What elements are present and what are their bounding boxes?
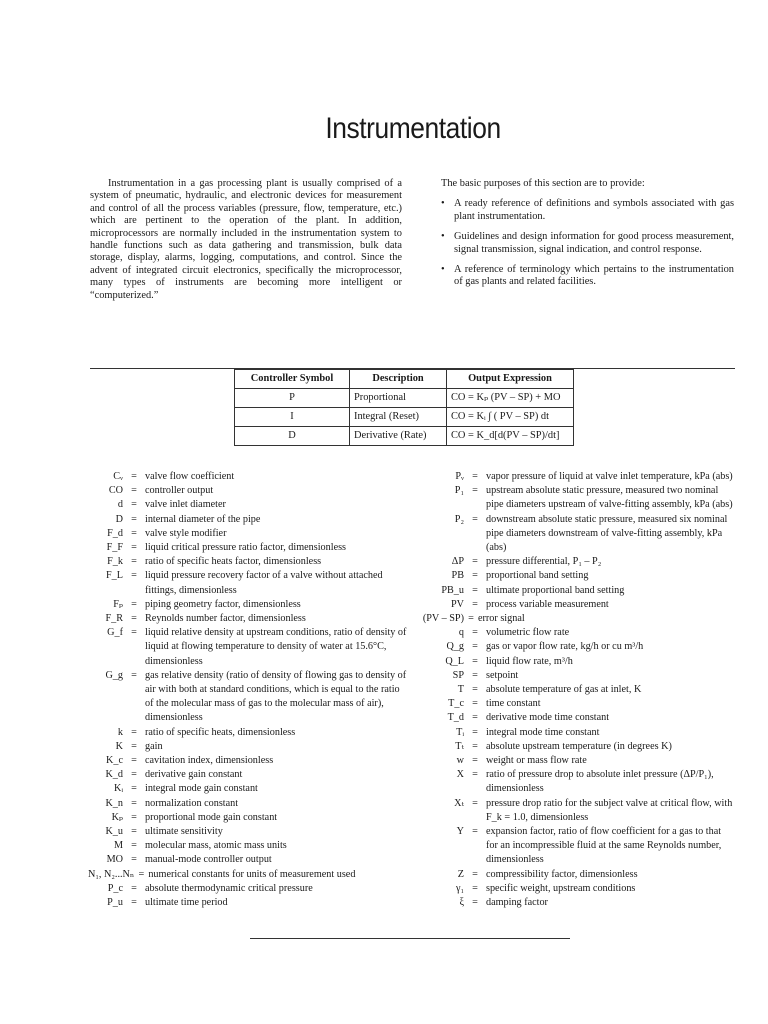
column-header: Controller Symbol [235,370,350,389]
definition-row [88,868,408,882]
table-cell: CO = K_d[d(PV – SP)/dt] [447,427,574,446]
definition-text: piping geometry factor, dimensionless [145,598,301,610]
definition-text: derivative mode time constant [486,712,610,724]
definition-text: controller output [145,485,214,497]
equals-sign: = [472,726,478,738]
definition-text: cavitation index, dimensionless [145,755,274,767]
definition-row [420,555,735,569]
table-cell: D [235,427,350,446]
definition-symbol: γ₁ [455,882,464,894]
definition-row [88,882,408,896]
equals-sign: = [131,854,137,866]
definition-row [420,697,735,711]
table-cell: P [235,389,350,408]
definition-symbol: K [115,740,123,752]
table-row [235,408,574,427]
definition-symbol: Fₚ [113,598,123,610]
definition-symbol: Cᵥ [113,471,123,482]
definition-row [88,811,408,825]
definition-text: numerical constants for units of measurement used [148,868,356,880]
definition-row [88,839,408,853]
definition-symbol: X [456,769,464,781]
definition-row [88,527,408,541]
equals-sign: = [131,485,137,497]
equals-sign: = [472,513,478,525]
bullet-icon: • [441,231,445,243]
definition-symbol: P₂ [454,513,464,525]
definition-text: ratio of specific heats, dimensionless [145,726,296,738]
definition-text: time constant [486,698,541,710]
definition-symbol: Q_L [445,655,464,667]
definition-symbol: F_L [106,570,123,582]
definition-text: process variable measurement [486,598,609,610]
definition-symbol: Y [456,826,464,838]
definition-symbol: MO [106,854,123,866]
list-item: • Guidelines and design information for good process measurement, signal transmission, signal indication, and control response. [441,231,734,255]
definition-symbol: T_d [447,712,464,724]
definition-symbol: Kₚ [111,811,123,823]
definition-symbol: ΔP [451,556,464,568]
definition-symbol: M [113,840,123,852]
equals-sign: = [131,471,137,482]
equals-sign: = [472,868,478,880]
definition-row [88,598,408,612]
controller-table [234,369,574,446]
equals-sign: = [131,527,137,539]
definition-symbol: k [117,726,123,738]
definition-text: valve flow coefficient [145,471,235,482]
definition-symbol: Z [457,868,464,880]
equals-sign: = [472,740,478,752]
equals-sign: = [472,826,478,838]
definition-symbol: K_c [106,755,123,767]
definition-row [88,726,408,740]
table-cell: CO = Kᵢ ∫ ( PV – SP) dt [447,408,574,427]
equals-sign: = [472,485,478,497]
definition-text: manual-mode controller output [145,854,272,866]
definition-text: liquid relative density at upstream conditions, ratio of density of liquid at flowing temperature to density of water at 15.6°C, dimensionless [145,627,407,667]
equals-sign: = [131,797,137,809]
equals-sign: = [131,755,137,767]
definition-text: integral mode gain constant [145,783,258,795]
table-header-row [235,370,574,389]
definition-symbol: N₁, N₂...Nₙ [88,868,135,880]
definition-row [420,825,735,868]
definition-row [88,513,408,527]
definition-row [420,655,735,669]
table-cell: Derivative (Rate) [350,427,447,446]
definition-symbol: Tₜ [455,740,464,752]
list-item: • A reference of terminology which pertains to the instrumentation of gas plants and related facilities. [441,264,734,288]
definition-symbol: w [456,755,464,767]
definition-text: internal diameter of the pipe [145,513,261,525]
equals-sign: = [131,783,137,795]
definition-text: ultimate proportional band setting [486,584,625,596]
definitions-left-column [88,470,408,910]
definition-text: weight or mass flow rate [486,755,587,767]
equals-sign: = [131,499,137,511]
definition-row [88,569,408,597]
definition-text: valve inlet diameter [145,499,226,511]
definition-symbol: SP [452,669,464,681]
definition-row [420,626,735,640]
definition-text: upstream absolute static pressure, measured two nominal pipe diameters upstream of valve-fitting assembly, kPa (abs) [486,485,733,511]
equals-sign: = [131,627,137,639]
definition-text: volumetric flow rate [486,627,570,639]
equals-sign: = [131,570,137,582]
definition-text: setpoint [486,669,519,681]
definition-symbol: q [458,627,464,639]
table-cell: CO = Kₚ (PV – SP) + MO [447,389,574,408]
equals-sign: = [472,471,478,482]
equals-sign: = [472,755,478,767]
table-cell: Integral (Reset) [350,408,447,427]
equals-sign: = [468,613,474,625]
definition-row [420,484,735,512]
definition-text: ultimate sensitivity [145,826,223,838]
definition-row [420,612,735,626]
definition-row [88,768,408,782]
definition-symbol: D [115,513,123,525]
equals-sign: = [472,627,478,639]
definition-row [88,853,408,867]
definition-symbol: F_d [107,527,123,539]
definition-symbol: Q_g [446,641,464,653]
definition-row [420,598,735,612]
bottom-divider [250,938,570,939]
table-cell: Proportional [350,389,447,408]
definition-text: downstream absolute static pressure, measured six nominal pipe diameters downstream of valve-fitting assembly, kPa (abs) [486,513,728,554]
definition-row [420,711,735,725]
definition-text: ratio of pressure drop to absolute inlet pressure (ΔP/P₁), dimensionless [486,769,714,795]
definition-symbol: K_u [105,826,123,838]
definition-symbol: (PV – SP) [422,613,464,625]
definition-row [420,513,735,556]
definition-symbol: G_f [107,627,123,639]
equals-sign: = [472,641,478,653]
definition-row [420,640,735,654]
list-item: • A ready reference of definitions and symbols associated with gas plant instrumentation. [441,198,734,222]
definition-row [420,768,735,796]
purposes-list [441,198,734,288]
equals-sign: = [472,584,478,596]
definition-text: expansion factor, ratio of flow coefficient for a gas to that for an incompressible fluid at the same Reynolds number, dimensionless [486,826,722,866]
definition-row [88,797,408,811]
column-header: Output Expression [447,370,574,389]
definition-text: vapor pressure of liquid at valve inlet temperature, kPa (abs) [486,471,733,482]
definition-text: error signal [478,613,525,625]
definition-symbol: K_d [105,769,123,781]
definition-text: liquid pressure recovery factor of a valve without attached fittings, dimensionless [145,570,383,596]
definition-symbol: K_n [105,797,123,809]
table-cell: I [235,408,350,427]
column-header: Description [350,370,447,389]
definition-row [420,882,735,896]
definition-row [88,740,408,754]
equals-sign: = [131,669,137,681]
definition-text: gas relative density (ratio of density of flowing gas to density of air with both at standard conditions, which is equal to the ratio of the molecular mass of gas to the molecular mass of air), dimensionless [145,669,407,724]
definition-text: specific weight, upstream conditions [486,882,636,894]
purposes-section [441,178,734,297]
definition-row [88,498,408,512]
definition-row [420,669,735,683]
definition-row [88,782,408,796]
table-row [235,427,574,446]
equals-sign: = [131,598,137,610]
definition-text: compressibility factor, dimensionless [486,868,638,880]
equals-sign: = [472,769,478,781]
equals-sign: = [472,556,478,568]
definition-symbol: F_F [106,542,123,554]
definition-symbol: P₁ [454,485,464,497]
definition-text: absolute temperature of gas at inlet, K [486,684,642,696]
definition-text: proportional mode gain constant [145,811,278,823]
definition-symbol: T [457,684,464,696]
equals-sign: = [131,726,137,738]
equals-sign: = [472,655,478,667]
definition-symbol: P_u [107,897,123,909]
intro-paragraph: Instrumentation in a gas processing plant is usually comprised of a system of pneumatic, hydraulic, and electronic devices for measurement and control of all the process variables (pressure, flow, temperature, etc.) which are pertinent to the operation of the plant. In addition, microprocessors are normally included in the instrumentation system to handle functions such as data gathering and transmission, bulk data storage, display, alarms, logging, computations, and control. Since the advent of integrated circuit electronics, specifically the microprocessor, many types of instruments are becoming more intelligent or “computerized.” [90,178,402,301]
equals-sign: = [138,868,145,880]
definition-row [88,669,408,726]
definition-row [88,825,408,839]
definition-text: pressure drop ratio for the subject valve at critical flow, with F_k = 1.0, dimensionless [486,797,733,823]
definition-text: damping factor [486,897,548,909]
definition-text: Reynolds number factor, dimensionless [145,613,306,625]
equals-sign: = [472,712,478,724]
definition-symbol: F_k [107,556,123,568]
equals-sign: = [131,542,137,554]
page-title: Instrumentation [325,112,501,145]
definition-row [420,754,735,768]
definition-row [88,896,408,910]
definition-symbol: Kᵢ [113,783,123,795]
equals-sign: = [472,897,478,909]
purposes-lead: The basic purposes of this section are to provide: [441,178,645,189]
definition-row [88,555,408,569]
definition-text: absolute thermodynamic critical pressure [145,882,313,894]
bullet-icon: • [441,264,445,276]
definition-text: gain [145,740,163,752]
definition-row [420,569,735,583]
equals-sign: = [131,769,137,781]
definition-text: derivative gain constant [145,769,243,781]
definition-text: ratio of specific heats factor, dimensionless [145,556,322,568]
definition-row [420,868,735,882]
definition-row [420,470,735,484]
definition-text: normalization constant [145,797,239,809]
definition-text: proportional band setting [486,570,589,582]
definition-symbol: PV [450,598,464,610]
definition-row [420,683,735,697]
equals-sign: = [131,613,137,625]
equals-sign: = [131,882,137,894]
definition-symbol: F_R [105,613,123,625]
definition-symbol: CO [108,485,123,497]
definition-text: molecular mass, atomic mass units [145,840,287,852]
equals-sign: = [131,811,137,823]
definition-symbol: PB [451,570,464,582]
equals-sign: = [131,897,137,909]
definition-row [420,726,735,740]
equals-sign: = [472,797,478,809]
definition-row [420,584,735,598]
definition-text: pressure differential, P₁ – P₂ [486,556,602,568]
equals-sign: = [472,698,478,710]
definition-text: liquid flow rate, m³/h [486,655,573,667]
definition-symbol: d [117,499,123,511]
equals-sign: = [131,556,137,568]
definition-symbol: G_g [105,669,123,681]
definition-symbol: Tᵢ [456,726,464,738]
equals-sign: = [131,740,137,752]
definition-row [420,896,735,910]
equals-sign: = [472,882,478,894]
definition-row [88,626,408,669]
definition-row [88,541,408,555]
definition-symbol: ξ [459,897,464,909]
equals-sign: = [472,598,478,610]
definition-row [420,740,735,754]
definition-symbol: Pᵥ [455,471,464,482]
equals-sign: = [131,840,137,852]
definition-row [88,754,408,768]
definition-symbol: T_c [448,698,464,710]
equals-sign: = [131,513,137,525]
definition-row [88,612,408,626]
definition-symbol: Xₜ [454,797,464,809]
equals-sign: = [472,669,478,681]
definitions-right-column [420,470,735,910]
definition-text: integral mode time constant [486,726,600,738]
definition-row [88,470,408,484]
table-row [235,389,574,408]
definition-row [88,484,408,498]
definition-text: gas or vapor flow rate, kg/h or cu m³/h [486,641,644,653]
definition-row [420,797,735,825]
definition-text: absolute upstream temperature (in degrees K) [486,740,672,752]
equals-sign: = [131,826,137,838]
bullet-icon: • [441,198,445,210]
definition-text: liquid critical pressure ratio factor, dimensionless [145,542,347,554]
equals-sign: = [472,570,478,582]
definition-symbol: PB_u [441,584,464,596]
definition-text: valve style modifier [145,527,227,539]
definition-text: ultimate time period [145,897,228,909]
equals-sign: = [472,684,478,696]
definition-symbol: P_c [107,882,123,894]
